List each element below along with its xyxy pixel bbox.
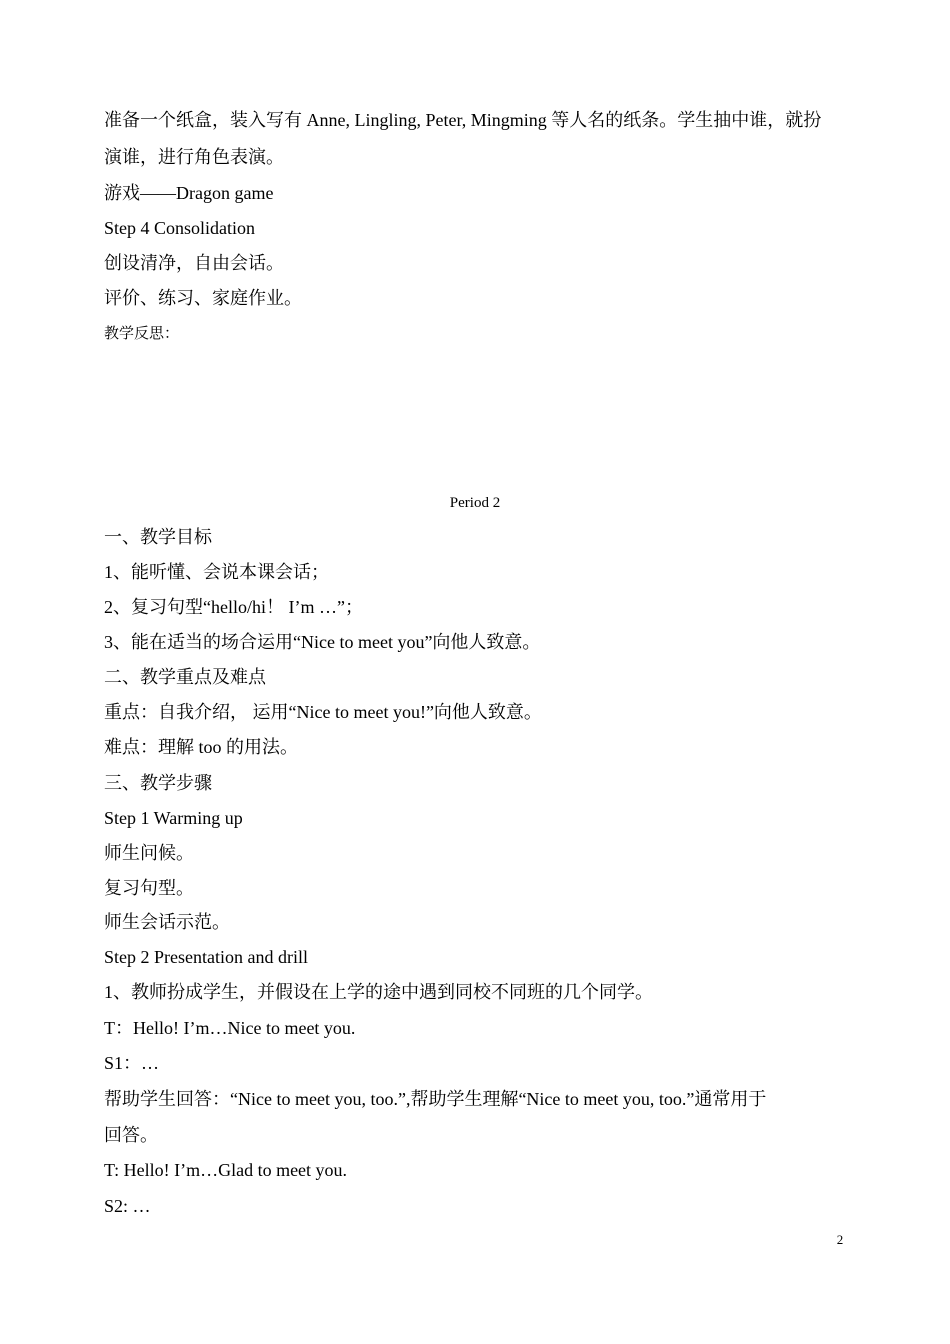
dialogue-line: T: Hello! I’m…Glad to meet you. (104, 1160, 348, 1180)
dialogue-line: S1：… (104, 1053, 160, 1073)
paragraph-line: 准备一个纸盒，装入写有 Anne, Lingling, Peter, Mingming 等人名的纸条。学生抽中谁，就扮 (104, 110, 822, 130)
section-heading: 一、教学目标 (104, 527, 212, 547)
step-heading: Step 4 Consolidation (104, 218, 256, 238)
paragraph-line: 回答。 (104, 1125, 158, 1145)
dialogue-line: S2: … (104, 1196, 151, 1216)
period-title: Period 2 (449, 495, 501, 511)
paragraph-line: 演谁，进行角色表演。 (104, 147, 284, 167)
list-item: 3、能在适当的场合运用“Nice to meet you”向他人致意。 (104, 632, 541, 652)
paragraph-line: 创设清净，自由会话。 (104, 253, 284, 273)
paragraph-line: 帮助学生回答：“Nice to meet you, too.”,帮助学生理解“Nice to meet you, too.”通常用于 (104, 1089, 767, 1109)
paragraph-line: 师生问候。 (104, 843, 194, 863)
step-heading: Step 1 Warming up (104, 808, 243, 828)
list-item: 1、教师扮成学生，并假设在上学的途中遇到同校不同班的几个同学。 (104, 982, 653, 1002)
paragraph-line: 难点：理解 too 的用法。 (104, 737, 299, 757)
paragraph-line: 评价、练习、家庭作业。 (104, 288, 302, 308)
list-item: 2、复习句型“hello/hi！ I’m …”； (104, 597, 363, 617)
list-item: 1、能听懂、会说本课会话； (104, 562, 329, 582)
reflection-label: 教学反思： (104, 326, 180, 342)
section-heading: 二、教学重点及难点 (104, 667, 266, 687)
paragraph-line: 师生会话示范。 (104, 912, 230, 932)
paragraph-line: 重点：自我介绍， 运用“Nice to meet you!”向他人致意。 (104, 702, 542, 722)
section-heading: 三、教学步骤 (104, 773, 212, 793)
paragraph-line: 游戏——Dragon game (104, 183, 274, 203)
page-number: 2 (836, 1232, 844, 1247)
step-heading: Step 2 Presentation and drill (104, 947, 308, 967)
dialogue-line: T：Hello! I’m…Nice to meet you. (104, 1018, 356, 1038)
paragraph-line: 复习句型。 (104, 878, 194, 898)
